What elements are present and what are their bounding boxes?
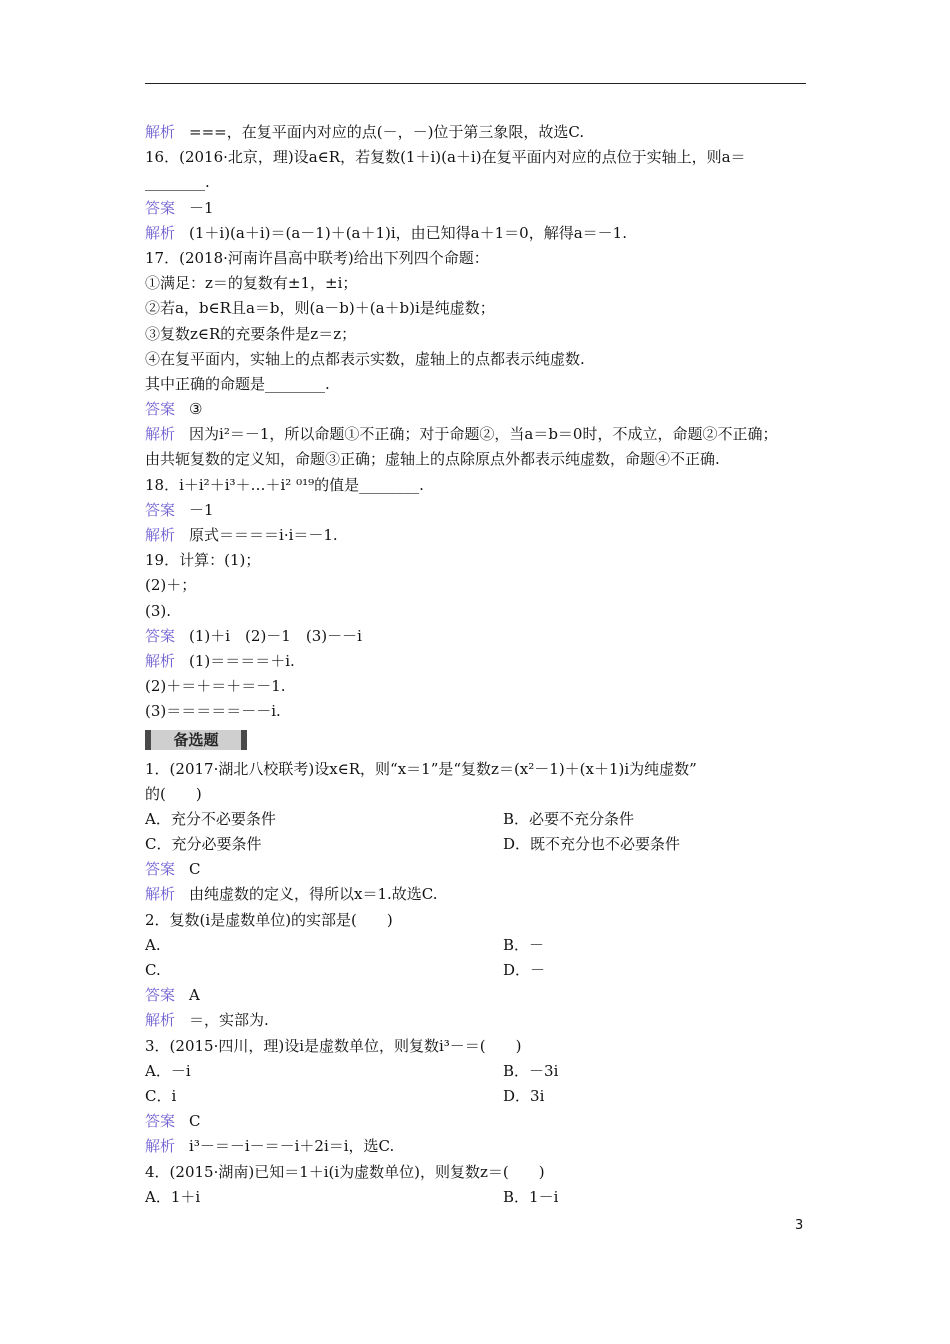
option-choice: A．－i: [145, 1061, 191, 1080]
option-choice: B．1－i: [503, 1187, 559, 1206]
text-line: [145, 422, 825, 447]
line-text: 17．(2018·河南许昌高中联考)给出下列四个命题：: [145, 248, 489, 267]
text-line: [145, 757, 825, 782]
answer-label: 解析: [145, 425, 176, 444]
exercise-block: [145, 120, 825, 725]
line-text: ＝，实部为.: [189, 1011, 269, 1030]
option-row: [145, 832, 825, 857]
line-text: 其中正确的命题是________.: [145, 374, 330, 393]
line-text: C: [189, 1112, 201, 1131]
line-text: (3)＝＝＝＝＝－－i.: [145, 702, 281, 721]
text-line: [145, 983, 825, 1008]
answer-label: 答案: [145, 1112, 176, 1131]
text-line: [145, 857, 825, 882]
text-line: [145, 145, 825, 170]
option-row: [145, 1059, 825, 1084]
answer-label: 答案: [145, 198, 176, 217]
text-line: [145, 296, 825, 321]
option-choice: C．充分必要条件: [145, 835, 262, 854]
line-text: 3．(2015·四川，理)设i是虚数单位，则复数i³－＝( ): [145, 1036, 522, 1055]
line-text: 由纯虚数的定义，得所以x＝1.故选C.: [189, 885, 438, 904]
line-text: (1＋i)(a＋i)＝(a－1)＋(a＋1)i，由已知得a＋1＝0，解得a＝－1.: [189, 223, 627, 242]
answer-label: 解析: [145, 1137, 176, 1156]
line-text: C: [189, 860, 201, 879]
answer-label: 解析: [145, 526, 176, 544]
option-choice: A．充分不必要条件: [145, 809, 276, 828]
header-rule: [145, 83, 806, 84]
text-line: [145, 120, 825, 145]
line-text: (1)＝＝＝＝＋i.: [189, 651, 295, 670]
line-text: 原式＝＝＝＝i·i＝－1.: [189, 526, 338, 544]
line-text: ③复数z∈R的充要条件是z＝z；: [145, 324, 357, 343]
option-row: [145, 933, 825, 958]
text-line: [145, 1160, 825, 1185]
line-text: ③: [189, 400, 203, 419]
supplementary-block: [145, 757, 825, 1210]
line-text: 由共轭复数的定义知，命题③正确；虚轴上的点除原点外都表示纯虚数，命题④不正确.: [145, 450, 720, 469]
text-line: [145, 397, 825, 422]
line-text: 2．复数(i是虚数单位)的实部是( ): [145, 910, 393, 929]
page-number: 3: [795, 1218, 804, 1233]
text-line: [145, 498, 825, 523]
option-row: [145, 1084, 825, 1109]
answer-label: 解析: [145, 1011, 176, 1030]
text-line: [145, 908, 825, 933]
line-text: ________.: [145, 173, 210, 192]
text-line: [145, 882, 825, 907]
line-text: －1: [189, 198, 214, 217]
option-choice: A．1＋i: [145, 1187, 201, 1206]
line-text: ②若a，b∈R且a＝b，则(a－b)＋(a＋b)i是纯虚数；: [145, 299, 495, 318]
answer-label: 解析: [145, 651, 176, 670]
text-line: [145, 674, 825, 699]
option-choice: D．3i: [503, 1086, 545, 1105]
line-text: (3).: [145, 601, 172, 620]
text-line: [145, 649, 825, 674]
text-line: [145, 1134, 825, 1159]
answer-label: 解析: [145, 223, 176, 242]
text-line: [145, 447, 825, 472]
answer-label: 答案: [145, 626, 176, 645]
answer-label: 答案: [145, 860, 176, 879]
text-line: [145, 347, 825, 372]
option-choice: D．－: [503, 961, 546, 979]
line-text: A: [189, 986, 200, 1005]
text-line: [145, 573, 825, 598]
line-text: 19．计算：(1)；: [145, 551, 261, 570]
text-line: [145, 372, 825, 397]
section-title: 备选题: [145, 730, 247, 750]
line-text: (2)＋＝＋＝＋＝－1.: [145, 677, 286, 696]
text-line: [145, 1034, 825, 1059]
line-text: －1: [189, 500, 214, 519]
page-content: [145, 120, 825, 1210]
line-text: (1)＋i (2)－1 (3)－－i: [189, 626, 362, 645]
line-text: 4．(2015·湖南)已知＝1＋i(i为虚数单位)，则复数z＝( ): [145, 1162, 545, 1181]
text-line: [145, 599, 825, 624]
option-row: [145, 958, 825, 983]
section-header: [145, 727, 825, 753]
text-line: [145, 1008, 825, 1033]
option-choice: B．－: [503, 935, 545, 954]
option-choice: A.: [145, 935, 161, 954]
option-row: [145, 1185, 825, 1210]
text-line: [145, 699, 825, 724]
answer-label: 答案: [145, 500, 176, 519]
text-line: [145, 322, 825, 347]
answer-label: 解析: [145, 123, 176, 141]
option-choice: B．必要不充分条件: [503, 809, 635, 828]
option-choice: D．既不充分也不必要条件: [503, 835, 681, 854]
answer-label: 答案: [145, 400, 176, 419]
text-line: [145, 523, 825, 548]
option-choice: C.: [145, 961, 161, 979]
answer-label: 答案: [145, 986, 176, 1005]
line-text: i³－＝－i－＝－i＋2i＝i，选C.: [189, 1137, 395, 1156]
line-text: 因为i²＝－1，所以命题①不正确；对于命题②，当a＝b＝0时，不成立，命题②不正确；: [189, 425, 778, 444]
option-choice: B．－3i: [503, 1061, 559, 1080]
text-line: [145, 170, 825, 195]
text-line: [145, 1109, 825, 1134]
line-text: 1．(2017·湖北八校联考)设x∈R，则“x＝1”是“复数z＝(x²－1)＋(x＋1)i为纯虚数”: [145, 759, 697, 778]
line-text: ===，在复平面内对应的点(－，－)位于第三象限，故选C.: [189, 123, 585, 141]
line-text: ①满足：z＝的复数有±1，±i；: [145, 274, 358, 293]
text-line: [145, 624, 825, 649]
text-line: [145, 246, 825, 271]
line-text: 18．i＋i²＋i³＋…＋i² ⁰¹⁹的值是________.: [145, 475, 424, 494]
line-text: ④在复平面内，实轴上的点都表示实数，虚轴上的点都表示纯虚数.: [145, 349, 585, 368]
line-text: 的( ): [145, 784, 202, 803]
line-text: (2)＋；: [145, 576, 197, 595]
text-line: [145, 548, 825, 573]
option-choice: C．i: [145, 1086, 177, 1105]
text-line: [145, 782, 825, 807]
answer-label: 解析: [145, 885, 176, 904]
text-line: [145, 271, 825, 296]
text-line: [145, 221, 825, 246]
text-line: [145, 196, 825, 221]
line-text: 16．(2016·北京，理)设a∈R，若复数(1＋i)(a＋i)在复平面内对应的点位于实轴上，则a＝: [145, 148, 746, 167]
text-line: [145, 473, 825, 498]
option-row: [145, 807, 825, 832]
